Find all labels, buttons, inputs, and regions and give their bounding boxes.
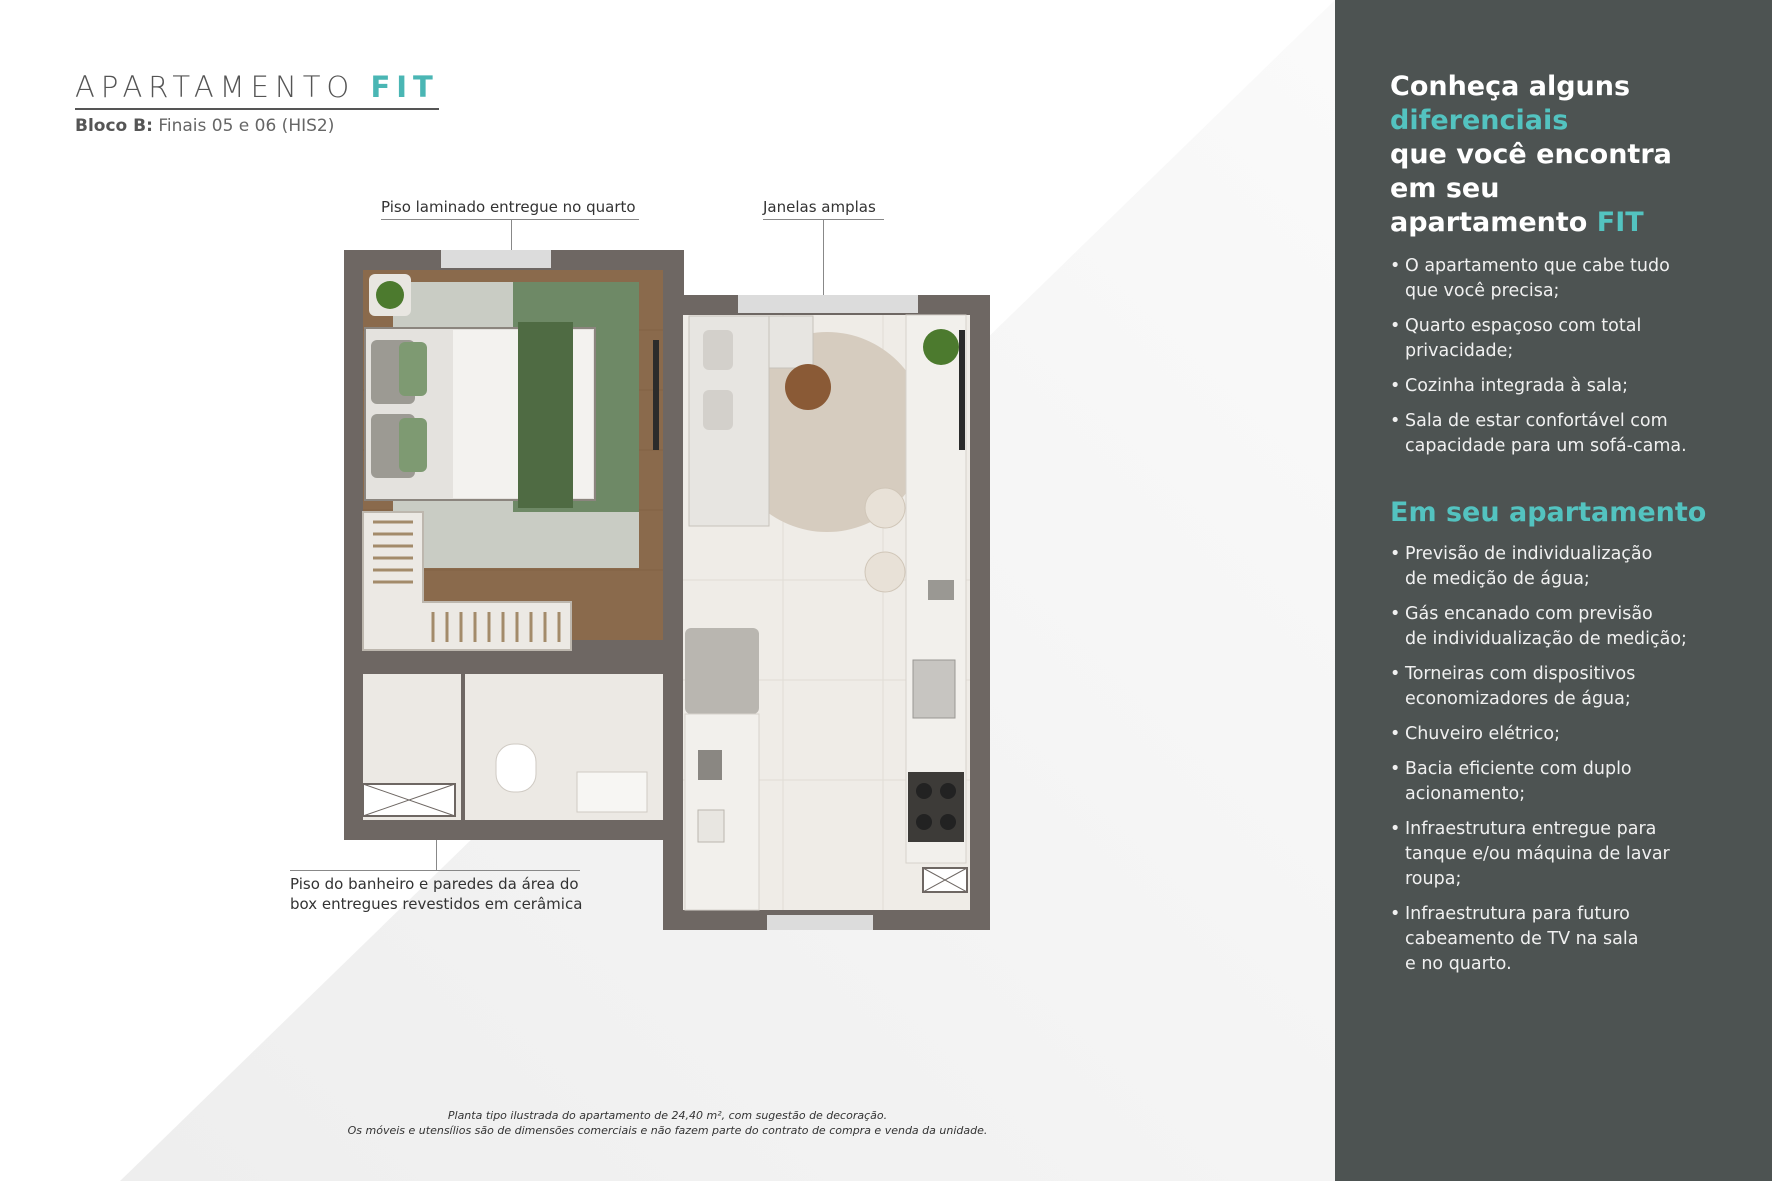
callout-bedroom-floor (381, 198, 636, 216)
fridge (685, 628, 759, 714)
list-item: • Gás encanado com previsão de individualização de medição; (1390, 602, 1750, 652)
title-block (75, 70, 439, 136)
appliance (928, 580, 954, 600)
pillow-green (399, 342, 427, 396)
appliance (698, 750, 722, 780)
cushion (703, 330, 733, 370)
bathroom-sink (577, 772, 647, 812)
differentials-list (1390, 254, 1750, 459)
heading-line1: Conheça alguns (1390, 71, 1631, 102)
heading-line4: em seu (1390, 173, 1500, 204)
heading-accent2: FIT (1596, 207, 1644, 238)
heading-accent: diferenciais (1390, 105, 1569, 136)
list-item: • Torneiras com dispositivos economizadores de água; (1390, 662, 1750, 712)
toilet (496, 744, 536, 792)
info-panel (1335, 0, 1772, 1181)
stool (865, 488, 905, 528)
callout-windows (763, 198, 876, 216)
bathroom-divider (461, 674, 465, 820)
page-subtitle (75, 116, 439, 136)
cooktop (908, 772, 964, 842)
tank (698, 810, 724, 842)
panel-heading (1390, 70, 1750, 240)
title-main: APARTAMENTO (75, 70, 356, 104)
list-item: • Previsão de individualização de medição de água; (1390, 542, 1750, 592)
kitchen-sink (913, 660, 955, 718)
heading-line5: apartamento (1390, 207, 1588, 238)
disclaimer-line2: Os móveis e utensílios são de dimensões comerciais e não fazem parte do contrato de compra e venda da unidade. (347, 1124, 988, 1137)
disclaimer (310, 1108, 1025, 1138)
pillow-green (399, 418, 427, 472)
list-item: • O apartamento que cabe tudo que você precisa; (1390, 254, 1750, 304)
list-item: • Infraestrutura entregue para tanque e/ou máquina de lavar roupa; (1390, 817, 1750, 892)
info-panel-content (1390, 70, 1750, 987)
stool (865, 552, 905, 592)
plant-icon (923, 329, 959, 365)
list-item: • Quarto espaçoso com total privacidade; (1390, 314, 1750, 364)
window-living (738, 295, 918, 313)
callout-bathroom-line1: Piso do banheiro e paredes da área do (290, 875, 579, 893)
bed-throw (518, 322, 573, 508)
title-accent: FIT (370, 70, 439, 104)
window-bedroom (441, 250, 551, 268)
features-list (1390, 542, 1750, 977)
cushion (703, 390, 733, 430)
leader-underline (381, 219, 639, 220)
callout-windows-text: Janelas amplas (763, 198, 876, 216)
list-item: • Infraestrutura para futuro cabeamento de TV na sala e no quarto. (1390, 902, 1750, 977)
disclaimer-line1: Planta tipo ilustrada do apartamento de 24,40 m², com sugestão de decoração. (447, 1109, 888, 1122)
tv-bedroom (653, 340, 659, 450)
callout-bedroom-floor-text: Piso laminado entregue no quarto (381, 198, 636, 216)
floor-plan-drawing (343, 250, 991, 930)
callout-bathroom-line2: box entregues revestidos em cerâmica (290, 895, 583, 913)
subtitle-rest: Finais 05 e 06 (HIS2) (158, 116, 335, 136)
plant-icon (376, 281, 404, 309)
section-title: Em seu apartamento (1390, 497, 1707, 528)
list-item: • Chuveiro elétrico; (1390, 722, 1750, 747)
subtitle-bold: Bloco B: (75, 116, 153, 136)
page-title (75, 70, 439, 110)
list-item: • Sala de estar confortável com capacidade para um sofá-cama. (1390, 409, 1750, 459)
floor-plan (343, 250, 991, 930)
list-item: • Bacia eficiente com duplo acionamento; (1390, 757, 1750, 807)
heading-line3: que você encontra (1390, 139, 1672, 170)
tv-living (959, 330, 965, 450)
list-item: • Cozinha integrada à sala; (1390, 374, 1750, 399)
coffee-table (785, 364, 831, 410)
door-entry (767, 915, 873, 930)
